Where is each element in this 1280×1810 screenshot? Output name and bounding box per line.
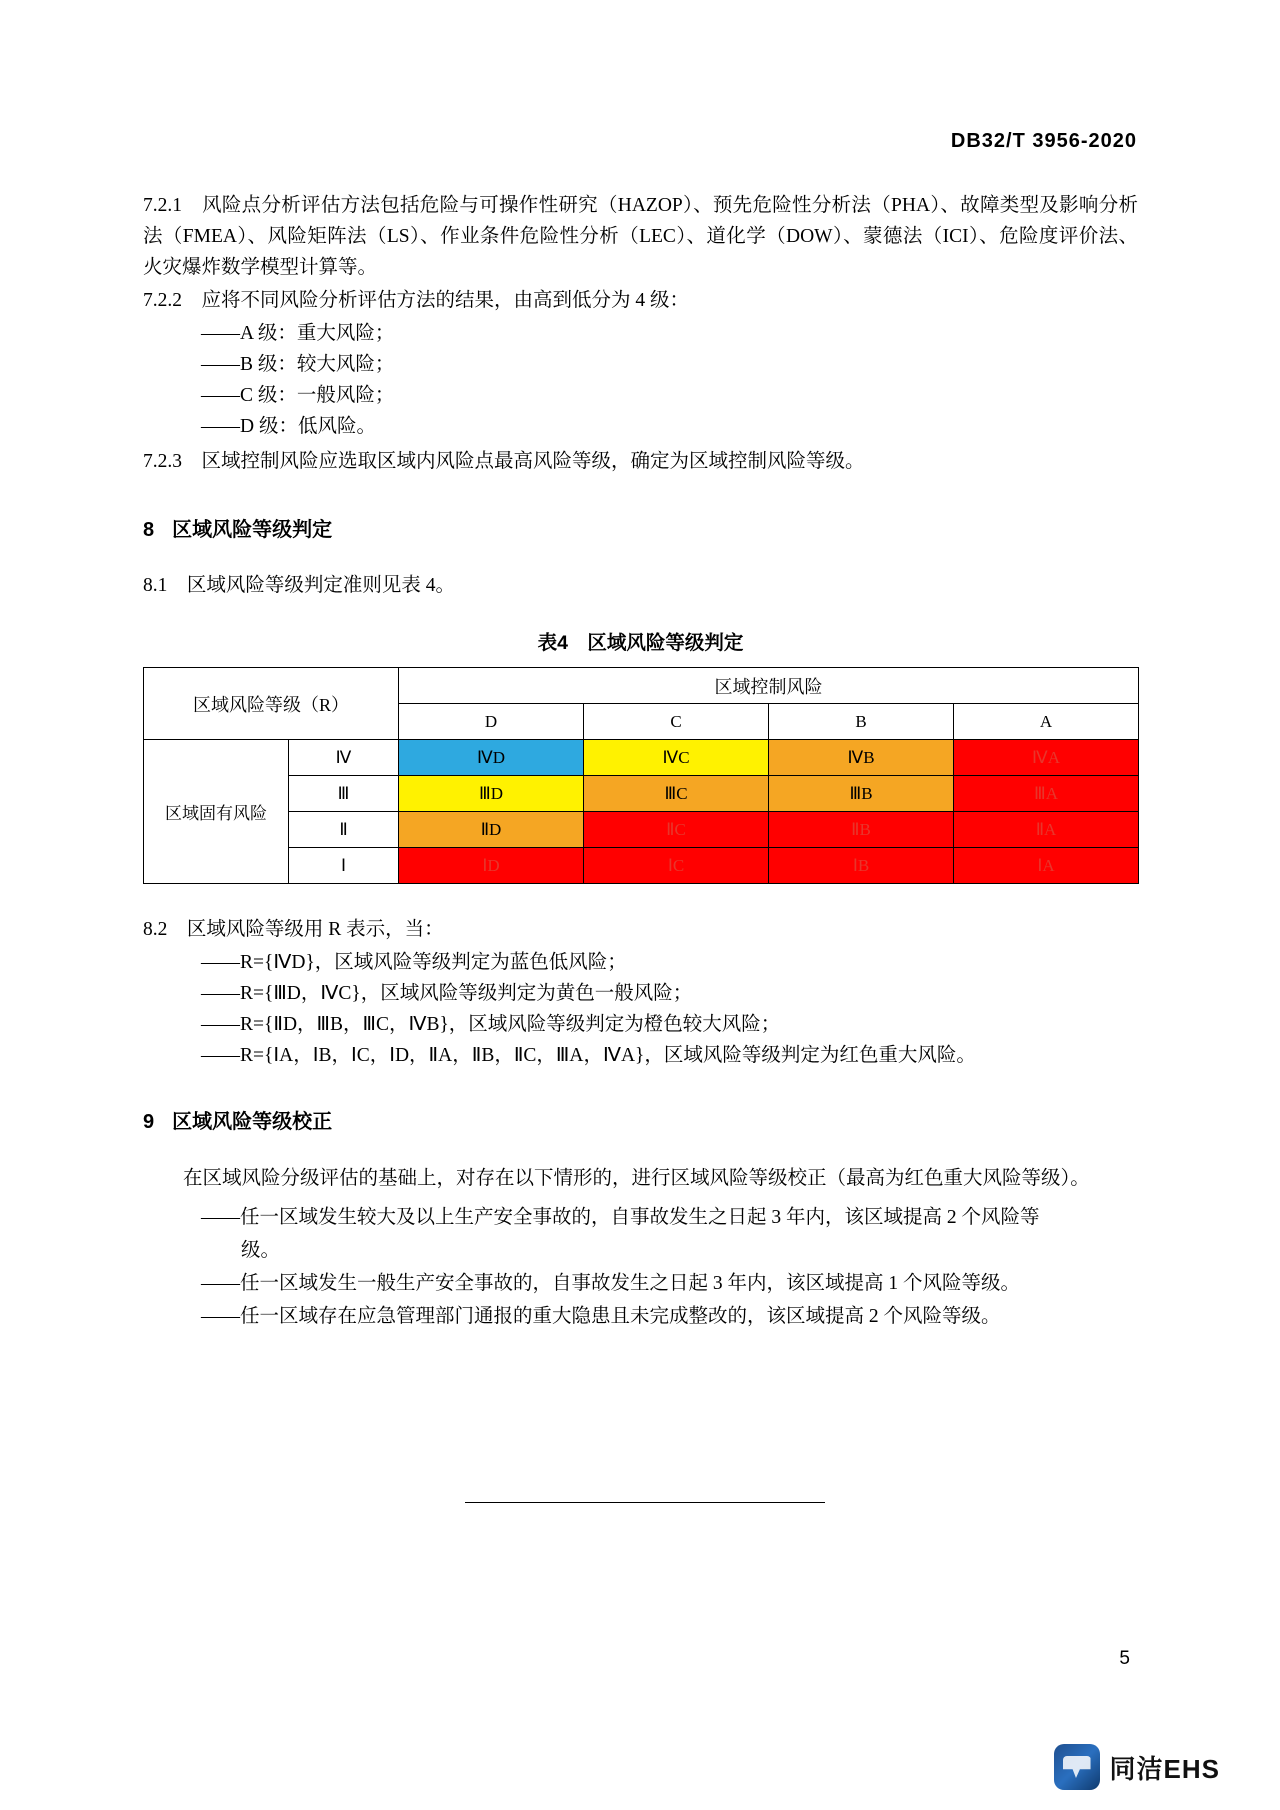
risk-level-item-c: ——C 级：一般风险； [201,385,395,406]
cell-iia: ⅡA [954,812,1139,848]
table-corner-label: 区域风险等级（R） [144,668,399,740]
table-col-header-b: B [769,704,954,740]
table-col-header-d: D [399,704,584,740]
risk-level-item-d: ——D 级：低风险。 [201,416,376,437]
cell-ia: ⅠA [954,848,1139,884]
clause-8-1: 8.1 区域风险等级判定准则见表 4。 [143,575,456,596]
table-row-header-ii: Ⅱ [289,812,399,848]
table-top-group-label: 区域控制风险 [399,668,1139,704]
cell-iiid: ⅢD [399,776,584,812]
clause-7-2-1: 7.2.1 风险点分析评估方法包括危险与可操作性研究（HAZOP）、预先危险性分析法（PHA）、故障类型及影响分析法（FMEA）、风险矩阵法（LS）、作业条件危险性分析（LEC）、道化学（DOW）、蒙德法（ICI）、危险度评价法、火灾爆炸数学模型计算等。 [143,195,1138,278]
section-9-item-2: ——任一区域发生一般生产安全事故的，自事故发生之日起 3 年内，该区域提高 1 个风险等级。 [201,1273,1021,1294]
table-row [144,812,1139,848]
table-row-group-label: 区域固有风险 [144,740,289,884]
cell-iiia: ⅢA [954,776,1139,812]
watermark-logo-icon [1054,1744,1100,1790]
cell-id: ⅠD [399,848,584,884]
cell-ivb: ⅣB [769,740,954,776]
cell-iiib: ⅢB [769,776,954,812]
section-9-intro: 在区域风险分级评估的基础上，对存在以下情形的，进行区域风险等级校正（最高为红色重大风险等级）。 [183,1168,1090,1189]
cell-iiic: ⅢC [584,776,769,812]
watermark-label: 同洁EHS [1109,1753,1220,1784]
table-row [144,668,1139,704]
risk-level-item-a: ——A 级：重大风险； [201,323,395,344]
section-9-item-list [143,1201,1138,1333]
section-8-heading [143,513,1138,542]
table-col-header-a: A [954,704,1139,740]
cell-iva: ⅣA [954,740,1139,776]
r-item-general: ——R={ⅢD，ⅣC}，区域风险等级判定为黄色一般风险； [201,983,693,1004]
section-9-number: 9 [143,1111,155,1133]
clause-7-2-3: 7.2.3 区域控制风险应选取区域内风险点最高风险等级，确定为区域控制风险等级。 [143,451,865,472]
table-row [144,740,1139,776]
table-4-region-risk-grade [143,667,1139,884]
table-row [144,776,1139,812]
r-item-large: ——R={ⅡD，ⅢB，ⅢC，ⅣB}，区域风险等级判定为橙色较大风险； [201,1014,781,1035]
r-item-major: ——R={ⅠA，ⅠB，ⅠC，ⅠD，ⅡA，ⅡB，ⅡC，ⅢA，ⅣA}，区域风险等级判定为红色重大风险。 [201,1045,976,1066]
table-col-header-c: C [584,704,769,740]
risk-level-item-b: ——B 级：较大风险； [201,354,395,375]
table-row-header-iv: Ⅳ [289,740,399,776]
watermark [1054,1744,1220,1790]
document-body [143,190,1138,1333]
footer-divider-rule [465,1502,825,1503]
risk-level-list [143,318,1138,442]
cell-ib: ⅠB [769,848,954,884]
clause-8-2: 8.2 区域风险等级用 R 表示，当： [143,919,444,940]
clause-7-2-2: 7.2.2 应将不同风险分析评估方法的结果，由高到低分为 4 级： [143,290,690,311]
section-9-item-1: ——任一区域发生较大及以上生产安全事故的，自事故发生之日起 3 年内，该区域提高 2 个风险等 级。 [201,1207,1040,1261]
section-9-item-3: ——任一区域存在应急管理部门通报的重大隐患且未完成整改的，该区域提高 2 个风险等级。 [201,1306,1001,1327]
cell-ivd: ⅣD [399,740,584,776]
section-8-number: 8 [143,519,155,541]
section-9-heading [143,1105,1138,1134]
table-row [144,848,1139,884]
cell-ic: ⅠC [584,848,769,884]
section-8-title: 区域风险等级判定 [172,519,333,541]
r-item-low: ——R={ⅣD}，区域风险等级判定为蓝色低风险； [201,952,627,973]
r-definition-list [143,947,1138,1071]
page-header-standard-number: DB32/T 3956-2020 [950,130,1137,152]
table-row-header-i: Ⅰ [289,848,399,884]
cell-iid: ⅡD [399,812,584,848]
page-number: 5 [1119,1648,1130,1669]
cell-ivc: ⅣC [584,740,769,776]
table-4-caption: 表4 区域风险等级判定 [537,632,744,654]
table-row-header-iii: Ⅲ [289,776,399,812]
section-9-title: 区域风险等级校正 [172,1111,333,1133]
cell-iic: ⅡC [584,812,769,848]
cell-iib: ⅡB [769,812,954,848]
